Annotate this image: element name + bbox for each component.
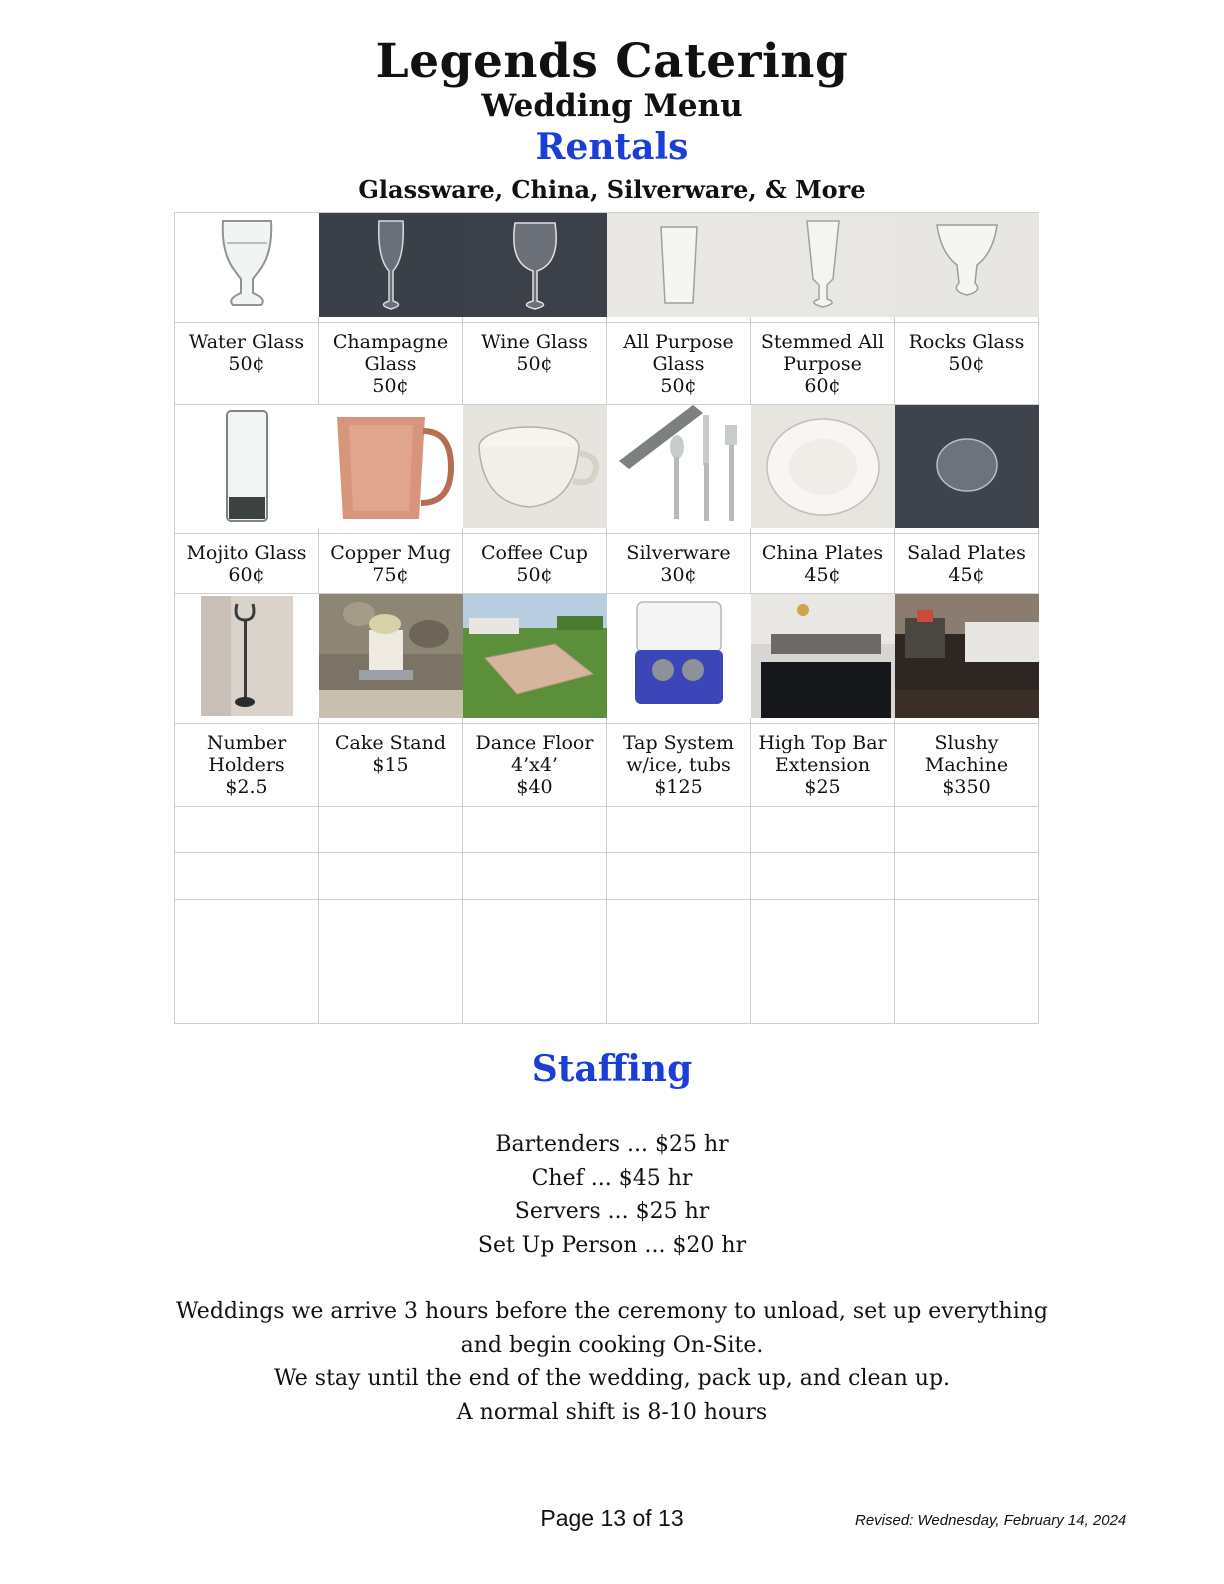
rental-name: Mojito Glass [186,542,307,564]
revised-date: Revised: Wednesday, February 14, 2024 [855,1512,1127,1529]
cake-stand-photo [319,594,463,718]
page-title: Legends Catering [375,34,849,89]
rental-name: Machine [924,754,1009,776]
rental-name: Tap System [622,732,735,754]
page-number: Page 13 of 13 [540,1505,684,1531]
rental-image-cell [319,213,463,323]
rental-label-cell [895,724,1039,807]
rental-price: $40 [516,776,553,798]
empty-cell [607,900,751,1024]
rental-name: Purpose [783,353,862,375]
rental-name: Number [206,732,287,754]
mojito-glass-photo [175,405,319,528]
rental-name: Champagne [332,331,449,353]
rental-label-cell [463,724,607,807]
rental-price: 50¢ [948,353,985,375]
rental-name: Rocks Glass [908,331,1025,353]
rental-price: $15 [372,754,409,776]
rental-image-cell [607,405,751,534]
page-subtitle: Wedding Menu [481,88,743,124]
rental-name: Cake Stand [334,732,447,754]
rental-image-cell [607,213,751,323]
empty-cell [895,853,1039,900]
empty-cell [463,807,607,853]
rental-price: $25 [804,776,841,798]
rentals-heading: Rentals [535,126,689,168]
rental-label-cell [463,323,607,405]
note-line: A normal shift is 8-10 hours [456,1399,768,1425]
rental-image-cell [319,405,463,534]
rental-price: 30¢ [660,564,697,586]
rental-image-cell [463,405,607,534]
empty-cell [175,807,319,853]
rental-name: Holders [208,754,285,776]
coffee-cup-photo [463,405,607,528]
rental-label-cell [175,323,319,405]
staffing-notes [0,1295,1224,1429]
rental-name: Extension [774,754,871,776]
rental-label-cell [607,724,751,807]
empty-cell [751,807,895,853]
note-line: Weddings we arrive 3 hours before the ceremony to unload, set up everything [175,1299,1049,1324]
rental-image-cell [895,213,1039,323]
slushy-machine-photo [895,594,1039,718]
rental-label-cell [175,724,319,807]
rental-label-cell [463,534,607,594]
empty-cell [607,807,751,853]
rental-name: Silverware [626,542,731,564]
staff-rate: Servers ... $25 hr [514,1199,710,1224]
rental-name: Stemmed All [760,331,885,353]
rental-label-cell [751,323,895,405]
china-plate-photo [751,405,895,528]
empty-cell [319,900,463,1024]
rental-name: Glass [364,353,417,375]
rental-name: Wine Glass [481,331,588,353]
rental-label-cell [607,323,751,405]
rental-image-cell [895,405,1039,534]
wine-glass-photo [463,213,607,317]
rental-label-cell [319,323,463,405]
bar-photo [751,594,895,718]
rocks-glass-photo [895,213,1039,317]
rental-name: China Plates [761,542,884,564]
dance-floor-photo [463,594,607,718]
rental-image-cell [895,594,1039,724]
rental-image-cell [751,405,895,534]
rental-price: 50¢ [228,353,265,375]
rental-price: 60¢ [804,375,841,397]
rental-image-cell [175,405,319,534]
rental-name: Copper Mug [330,542,451,564]
rental-price: 50¢ [372,375,409,397]
note-line: We stay until the end of the wedding, pack up, and clean up. [273,1366,951,1391]
salad-plate-photo [895,405,1039,528]
empty-cell [895,807,1039,853]
empty-cell [319,853,463,900]
rental-name: High Top Bar [758,732,887,754]
rentals-table [174,212,1039,1024]
rental-image-cell [751,213,895,323]
rental-price: 50¢ [660,375,697,397]
rentals-subheading: Glassware, China, Silverware, & More [358,175,866,204]
staff-rate: Chef ... $45 hr [531,1165,693,1191]
empty-cell [895,900,1039,1024]
rental-price: 75¢ [372,564,409,586]
rental-price: 50¢ [516,564,553,586]
rental-label-cell [319,724,463,807]
empty-cell [463,853,607,900]
empty-cell [751,853,895,900]
rental-label-cell [751,534,895,594]
rental-label-cell [319,534,463,594]
staffing-heading: Staffing [531,1048,693,1090]
empty-cell [751,900,895,1024]
water-glass-photo [175,213,319,317]
empty-cell [175,900,319,1024]
rental-name: Dance Floor [475,732,594,754]
empty-cell [175,853,319,900]
stemmed-glass-photo [751,213,895,317]
rental-image-cell [175,594,319,724]
rental-name: Coffee Cup [481,542,588,564]
note-line: and begin cooking On-Site. [460,1332,764,1358]
rental-image-cell [751,594,895,724]
rental-price: $2.5 [225,776,268,798]
rental-image-cell [319,594,463,724]
rental-price: 45¢ [804,564,841,586]
staff-rate: Bartenders ... $25 hr [495,1132,729,1157]
rental-image-cell [175,213,319,323]
number-holder-photo [175,594,319,718]
rental-name: w/ice, tubs [626,754,731,776]
all-purpose-glass-photo [607,213,751,317]
rental-name: Salad Plates [907,542,1026,564]
rental-price: $350 [942,776,991,798]
rental-label-cell [607,534,751,594]
rental-price: $125 [654,776,703,798]
silverware-photo [607,405,751,528]
rental-price: 50¢ [516,353,553,375]
empty-cell [463,900,607,1024]
rental-image-cell [463,213,607,323]
champagne-glass-photo [319,213,463,317]
rental-name: Slushy [934,732,999,754]
rental-name: 4’x4’ [511,754,558,776]
staffing-rates [0,1128,1224,1262]
rental-label-cell [751,724,895,807]
empty-cell [319,807,463,853]
copper-mug-photo [319,405,463,528]
tap-system-photo [607,594,751,718]
rental-price: 60¢ [228,564,265,586]
rental-name: Water Glass [188,331,305,353]
empty-cell [607,853,751,900]
rental-price: 45¢ [948,564,985,586]
rental-label-cell [175,534,319,594]
rental-image-cell [607,594,751,724]
staff-rate: Set Up Person ... $20 hr [477,1232,747,1258]
rental-label-cell [895,323,1039,405]
rental-label-cell [895,534,1039,594]
rental-name: Glass [652,353,705,375]
rental-name: All Purpose [623,331,734,353]
rental-image-cell [463,594,607,724]
